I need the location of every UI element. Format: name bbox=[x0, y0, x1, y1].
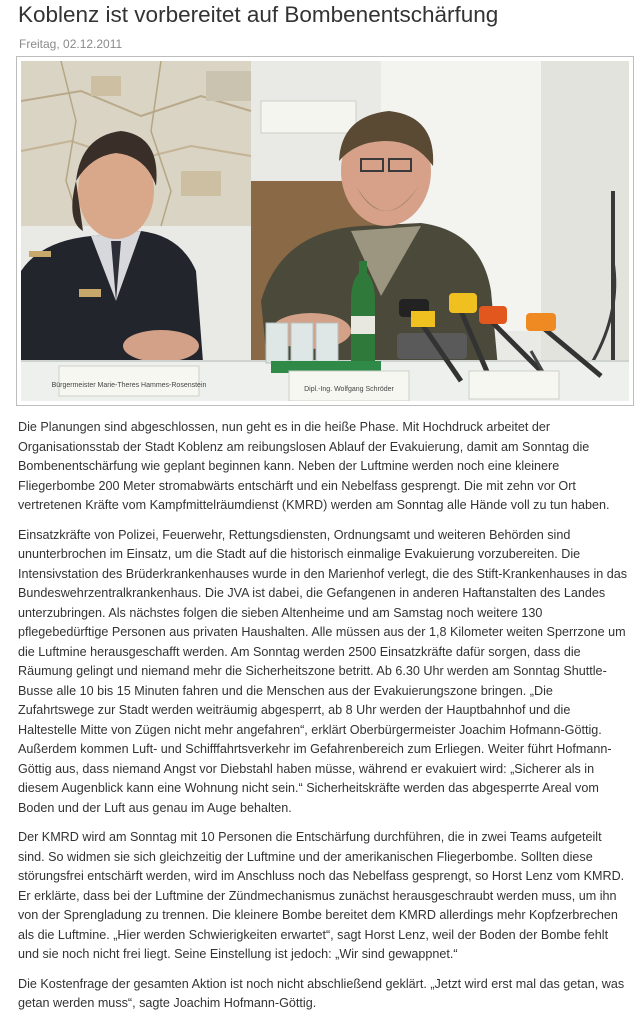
article-date: Freitag, 02.12.2011 bbox=[19, 37, 123, 51]
article-body bbox=[18, 418, 630, 1024]
article-photo bbox=[16, 56, 634, 406]
placard-middle: Dipl.-Ing. Wolfgang Schröder bbox=[304, 386, 394, 393]
paragraph: Der KMRD wird am Sonntag mit 10 Personen die Entschärfung durchführen, die in zwei Teams aufgeteilt sind. So widmen sie sich gleichzeitig der Luftmine und der amerikanischen Fliegerbombe. Sollten diese störungsfrei entschärft werden, wird im Anschluss noch das Nebelfass gesprengt, so Horst Lenz vom KMRD. Er erklärte, dass bei der Luftmine der Zündmechanismus zunächst herausgeschraubt werden muss, um ihn von der Sprengladung zu trennen. Die kleinere Bombe bereitet dem KMRD allerdings mehr Kopfzerbrechen als die Luftmine. „Hier werden Schwierigkeiten erwartet“, sagt Horst Lenz, weil der Boden der Bombe fehlt und sie noch nicht frei liegt. Seine Einstellung ist jedoch: „Wir sind gewappnet.“ bbox=[18, 830, 625, 961]
paragraph: Die Planungen sind abgeschlossen, nun geht es in die heiße Phase. Mit Hochdruck arbeitet der Organisationsstab der Stadt Koblenz am reibungslosen Ablauf der Evakuierung, damit am Sonntag die Bombenentschärfung wie geplant beginnen kann. Neben der Luftmine werden noch eine kleinere Fliegerbombe 200 Meter stromabwärts entschärft und ein Nebelfass gesprengt. Die mit zehn vor Ort vertretenen Kräfte vom Kampfmittelräumdienst (KMRD) werden am Sonntag alle Hände voll zu tun haben. bbox=[18, 420, 610, 512]
paragraph: Die Kostenfrage der gesamten Aktion ist noch nicht abschließend geklärt. „Jetzt wird erst mal das getan, was getan werden muss“, sagte Joachim Hofmann-Göttig. bbox=[18, 976, 625, 1010]
press-conference-photo bbox=[21, 61, 629, 401]
article-title: Koblenz ist vorbereitet auf Bombenentschärfung bbox=[18, 2, 499, 27]
placard-left: Bürgermeister Marie-Theres Hammes-Rosenstein bbox=[51, 382, 207, 389]
paragraph: Einsatzkräfte von Polizei, Feuerwehr, Rettungsdiensten, Ordnungsamt und weiteren Behörden sind ununterbrochen im Einsatz, um die Stadt auf die historisch einmalige Evakuierung vorzubereiten. Die Intensivstation des Brüderkrankenhauses wurde in den Marienhof verlegt, die des Stift-Krankenhauses in das Bundeswehrzentralkrankenhaus. Die JVA ist dabei, die Gefangenen in anderen Haftanstalten des Landes unterzubringen. Als nächstes folgen die sieben Altenheime und am Samstag noch weitere 130 pflegebedürftige Personen aus privaten Haushalten. Alle müssen aus der 1,8 Kilometer weiten Sperrzone um die Luftmine herausgeschafft werden. Am Sonntag werden 2500 Einsatzkräfte dafür sorgen, dass die Räumung gelingt und niemand mehr die Sicherheitszone betritt. Ab 6.30 Uhr werden am Sonntag Shuttle-Busse alle 10 bis 15 Minuten fahren und die Menschen aus der Evakuierungszone bringen. „Die Zufahrtswege zur Stadt werden weiträumig abgesperrt, ab 8 Uhr werden der Hauptbahnhof und die Haltestelle Mitte von Zügen nicht mehr angefahren“, erklärt Oberbürgermeister Joachim Hofmann-Göttig. Außerdem kommen Luft- und Schifffahrtsverkehr im Gefahrenbereich zum Erliegen. Weiter führt Hofmann-Göttig aus, dass niemand Angst vor Diebstahl haben müsse, während er evakuiert wird: „Sicherer als in diesem Augenblick kann eine Wohnung nicht sein.“ Sicherheitskräfte werden das abgesperrte Areal vom Boden und der Luft aus genau im Auge behalten. bbox=[18, 527, 628, 815]
name-placards bbox=[52, 366, 559, 401]
